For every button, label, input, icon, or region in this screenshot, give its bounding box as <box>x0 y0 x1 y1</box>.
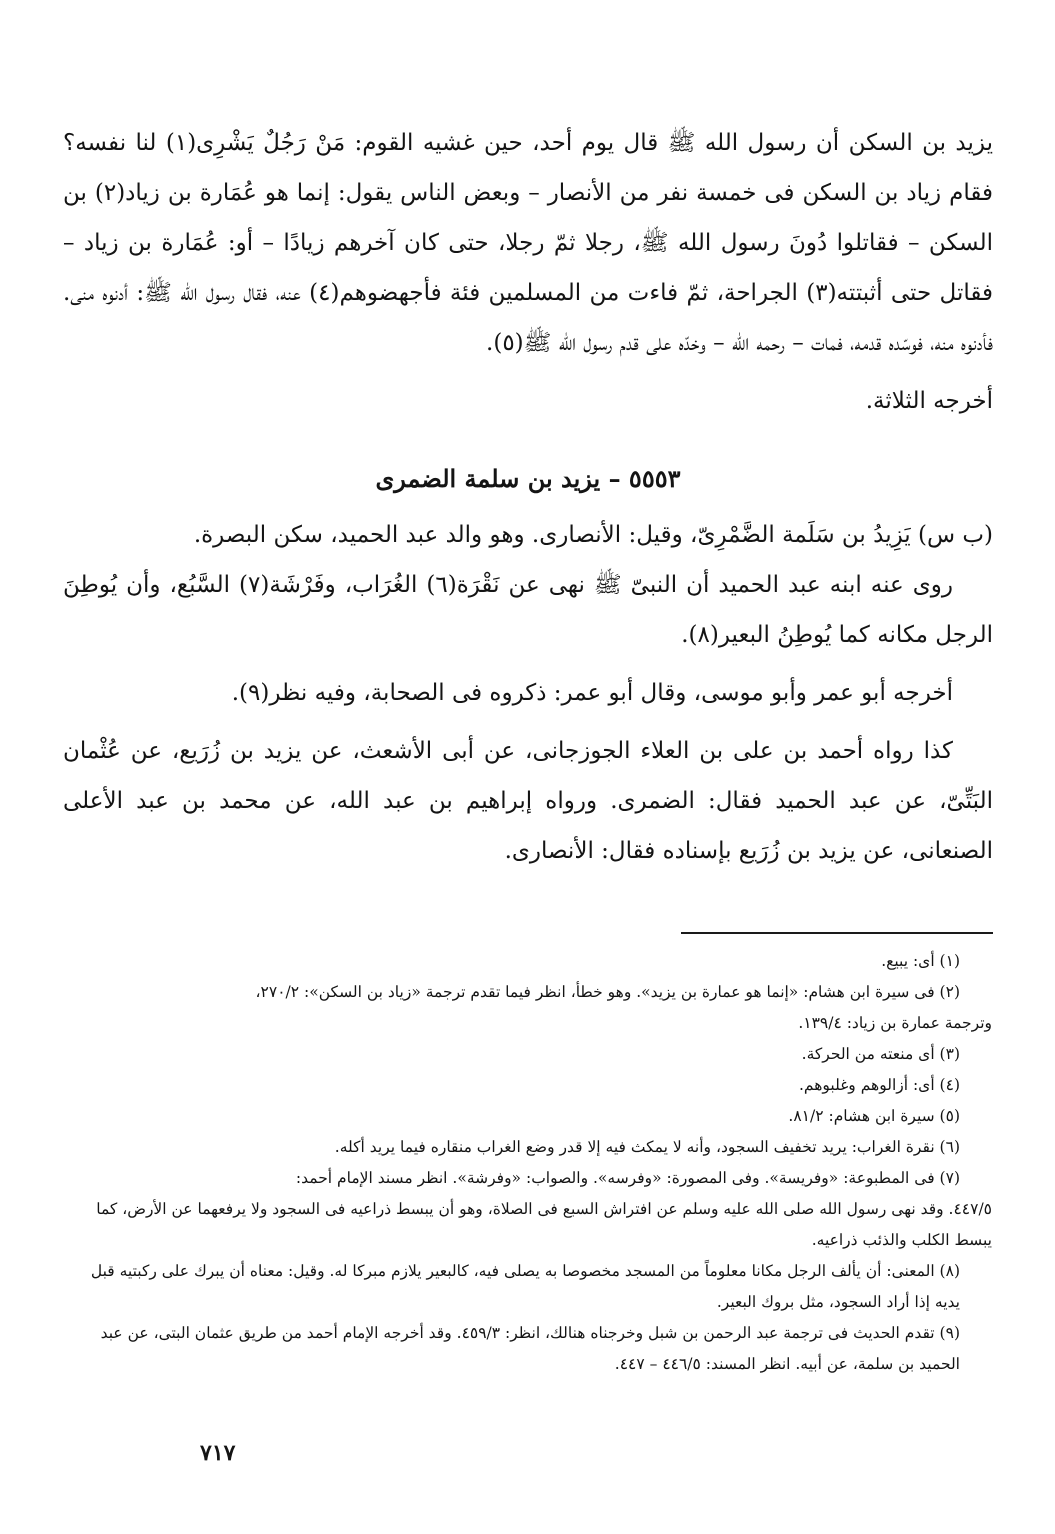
footnote-9: (٩) تقدم الحديث فى ترجمة عبد الرحمن بن شبل وخرجناه هنالك، انظر: ٤٥٩/٣. وقد أخرجه الإمام أحمد من طريق عثمان البتى، عن عبد الحميد بن سلمة، عن أبيه. انظر المسند: ٤٤٦/٥ – ٤٤٧. <box>100 1324 960 1373</box>
paragraph-entry-intro: (ب س) يَزِيدُ بن سَلَمة الضَّمْرِىّ، وقيل: الأنصارى. وهو والد عبد الحميد، سكن البصرة. <box>193 522 993 548</box>
footnote-7-continued: ٤٤٧/٥. وقد نهى رسول الله صلى الله عليه وسلم عن افتراش السبع فى الصلاة، وهو أن يبسط ذراعيه فى السجود ولا يرفعهما عن الأرض، كما يبسط الكلب والذئب ذراعيه. <box>96 1200 992 1249</box>
footnote-3: (٣) أى منعته من الحركة. <box>801 1045 960 1063</box>
paragraph-takhrij: أخرجه الثلاثة. <box>865 388 993 414</box>
paragraph-hadith: روى عنه ابنه عبد الحميد أن النبىّ ﷺ نهى عن نَقْرَة(٦) الغُرَاب، وفَرْشَة(٧) السَّبُع، وأن يُوطِنَ الرجل مكانه كما يُوطِنُ البعير(٨). <box>63 572 993 648</box>
footnote-divider <box>681 932 993 934</box>
footnote-1: (١) أى: يبيع. <box>881 952 960 970</box>
entry-title: ٥٥٥٣ – يزيد بن سلمة الضمرى <box>375 464 681 493</box>
page-number: ٧١٧ <box>200 1440 236 1466</box>
footnote-8: (٨) المعنى: أن يألف الرجل مكانا معلوماً من المسجد مخصوصا به يصلى فيه، كالبعير يلازم مبركا له. وقيل: معناه أن يبرك على ركبتيه قبل يديه إذا أراد السجود، مثل بروك البعير. <box>90 1262 960 1311</box>
footnotes <box>80 946 992 1380</box>
footnote-6: (٦) نقرة الغراب: يريد تخفيف السجود، وأنه لا يمكث فيه إلا قدر وضع الغراب منقاره فيما يريد أكله. <box>334 1138 960 1156</box>
footnote-7: (٧) فى المطبوعة: «وفريسة». وفى المصورة: «وفرسه». والصواب: «وفرشة». انظر مسند الإمام أحمد: <box>295 1169 960 1187</box>
paragraph-isnad: كذا رواه أحمد بن على بن العلاء الجوزجانى، عن أبى الأشعث، عن يزيد بن زُرَيع، عن عُثْمان البَتِّىّ، عن عبد الحميد فقال: الضمرى. ورواه إبراهيم بن عبد الله، عن محمد بن عبد الأعلى الصنعانى، عن يزيد بن زُرَيع بإسناده فقال: الأنصارى. <box>63 738 993 864</box>
footnote-2-continued: وترجمة عمارة بن زياد: ١٣٩/٤. <box>798 1014 992 1032</box>
paragraph-yazid-ibn-al-sakan: يزيد بن السكن أن رسول الله ﷺ قال يوم أحد، حين غشيه القوم: مَنْ رَجُلٌ يَشْرِى(١) لنا نفسه؟ فقام زياد بن السكن فى خمسة نفر من الأنصار – وبعض الناس يقول: إنما هو عُمَارة بن زياد(٢) بن السكن – فقاتلوا دُونَ رسول الله ﷺ، رجلا ثمّ رجلا، حتى كان آخرهم زيادًا – أو: عُمَارة بن زياد – فقاتل حتى أثبتته(٣) الجراحة، ثمّ فاءت من المسلمين فئة فأجهضوهم(٤) عنه، فقال رسول الله ﷺ: أدنوه منى. فأدنوه منه، فوسّده قدمه، فمات – رحمه الله – وخدّه على قدم رسول الله ﷺ(٥). <box>63 130 994 356</box>
paragraph-takhrij-2: أخرجه أبو عمر وأبو موسى، وقال أبو عمر: ذكروه فى الصحابة، وفيه نظر(٩). <box>231 680 953 706</box>
main-text <box>63 118 993 876</box>
footnote-2: (٢) فى سيرة ابن هشام: «إنما هو عمارة بن يزيد». وهو خطأ، انظر فيما تقدم ترجمة «زياد بن السكن»: ٢٧٠/٢، <box>255 983 960 1001</box>
footnote-5: (٥) سيرة ابن هشام: ٨١/٢. <box>788 1107 960 1125</box>
footnote-4: (٤) أى: أزالوهم وغلبوهم. <box>798 1076 960 1094</box>
